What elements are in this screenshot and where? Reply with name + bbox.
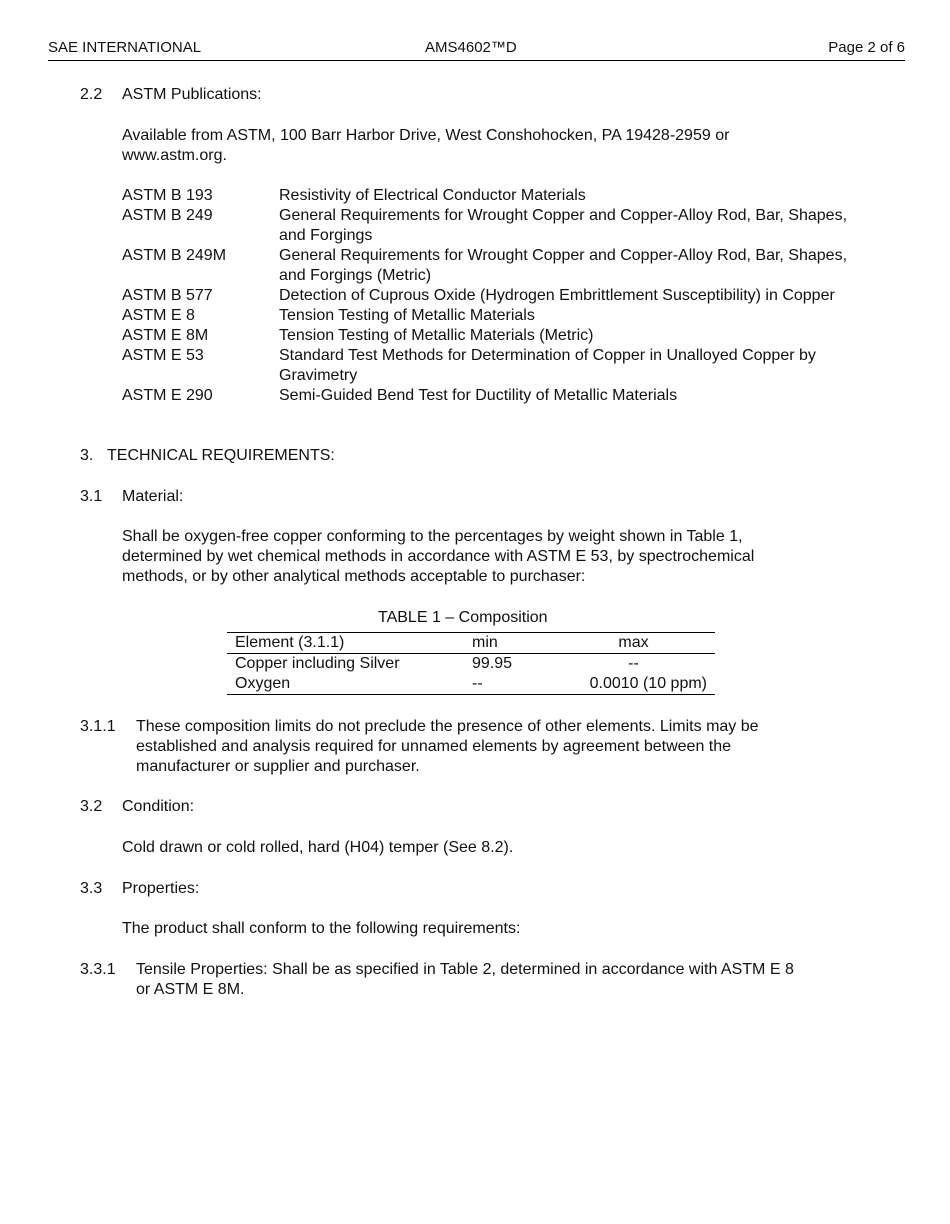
composition-limits-line2: established and analysis required for unnamed elements by agreement between the xyxy=(136,738,732,755)
condition-text: Cold drawn or cold rolled, hard (H04) temper (See 8.2). xyxy=(122,839,514,856)
material-text-line1: Shall be oxygen-free copper conforming to the percentages by weight shown in Table 1, xyxy=(122,528,743,545)
column-header-max: max xyxy=(618,634,649,651)
section-2-2-title: ASTM Publications: xyxy=(122,86,262,103)
section-3-2-number: 3.2 xyxy=(80,798,103,815)
reference-code: ASTM B 249 xyxy=(122,207,213,224)
tensile-properties-line2: or ASTM E 8M. xyxy=(136,981,245,998)
list-item xyxy=(122,186,862,206)
table-row xyxy=(227,654,715,675)
table-1-caption: TABLE 1 – Composition xyxy=(378,609,548,626)
material-text-line2: determined by wet chemical methods in accordance with ASTM E 53, by spectrochemical xyxy=(122,548,755,565)
reference-title: General Requirements for Wrought Copper and Copper-Alloy Rod, Bar, Shapes, and Forgings (Metric) xyxy=(279,247,848,284)
reference-code: ASTM E 8 xyxy=(122,307,195,324)
reference-code: ASTM B 577 xyxy=(122,287,213,304)
header-org: SAE INTERNATIONAL xyxy=(48,39,202,56)
table-row xyxy=(227,674,715,695)
section-3-3-title: Properties: xyxy=(122,880,200,897)
list-item xyxy=(122,326,862,346)
reference-code: ASTM B 249M xyxy=(122,247,227,264)
reference-title: Standard Test Methods for Determination of Copper in Unalloyed Copper by Gravimetry xyxy=(279,347,816,384)
section-3-title: TECHNICAL REQUIREMENTS: xyxy=(107,447,335,464)
composition-limits-line3: manufacturer or supplier and purchaser. xyxy=(136,758,420,775)
reference-code: ASTM E 53 xyxy=(122,347,204,364)
table-cell-min: -- xyxy=(472,675,483,692)
table-cell-min: 99.95 xyxy=(472,655,513,672)
reference-title: Tension Testing of Metallic Materials (Metric) xyxy=(279,327,594,344)
table-cell-max: -- xyxy=(628,655,639,672)
composition-limits-line1: These composition limits do not preclude the presence of other elements. Limits may be xyxy=(136,718,759,735)
reference-title: Semi-Guided Bend Test for Ductility of Metallic Materials xyxy=(279,387,678,404)
page-header xyxy=(48,38,905,61)
list-item xyxy=(122,246,862,286)
column-header-min: min xyxy=(472,634,498,651)
reference-code: ASTM E 290 xyxy=(122,387,213,404)
astm-availability-line2: www.astm.org. xyxy=(122,147,227,164)
section-3-1-title: Material: xyxy=(122,488,184,505)
list-item xyxy=(122,386,862,406)
section-3-1-number: 3.1 xyxy=(80,488,103,505)
composition-table xyxy=(227,632,715,695)
header-page-number: Page 2 of 6 xyxy=(828,39,905,56)
list-item xyxy=(122,346,862,386)
section-3-1-1-number: 3.1.1 xyxy=(80,718,116,735)
reference-title: General Requirements for Wrought Copper and Copper-Alloy Rod, Bar, Shapes, and Forgings xyxy=(279,207,848,244)
header-doc-number: AMS4602™D xyxy=(425,39,517,56)
section-3-number: 3. xyxy=(80,447,94,464)
list-item xyxy=(122,286,862,306)
reference-code: ASTM B 193 xyxy=(122,187,213,204)
list-item xyxy=(122,206,862,246)
tensile-properties-line1: Tensile Properties: Shall be as specified in Table 2, determined in accordance with ASTM E 8 xyxy=(136,961,794,978)
material-text-line3: methods, or by other analytical methods acceptable to purchaser: xyxy=(122,568,586,585)
list-item xyxy=(122,306,862,326)
astm-availability-line1: Available from ASTM, 100 Barr Harbor Drive, West Conshohocken, PA 19428-2959 or xyxy=(122,127,730,144)
column-header-element: Element (3.1.1) xyxy=(235,634,345,651)
section-2-2-number: 2.2 xyxy=(80,86,103,103)
section-3-3-1-number: 3.3.1 xyxy=(80,961,116,978)
reference-title: Detection of Cuprous Oxide (Hydrogen Embrittlement Susceptibility) in Copper xyxy=(279,287,835,304)
section-3-3-number: 3.3 xyxy=(80,880,103,897)
table-cell-element: Copper including Silver xyxy=(235,655,400,672)
table-header-row xyxy=(227,633,715,654)
table-cell-element: Oxygen xyxy=(235,675,291,692)
astm-reference-list xyxy=(122,186,862,406)
table-cell-max: 0.0010 (10 ppm) xyxy=(589,675,707,692)
properties-text: The product shall conform to the following requirements: xyxy=(122,920,521,937)
reference-code: ASTM E 8M xyxy=(122,327,209,344)
section-3-2-title: Condition: xyxy=(122,798,195,815)
reference-title: Resistivity of Electrical Conductor Materials xyxy=(279,187,586,204)
reference-title: Tension Testing of Metallic Materials xyxy=(279,307,535,324)
